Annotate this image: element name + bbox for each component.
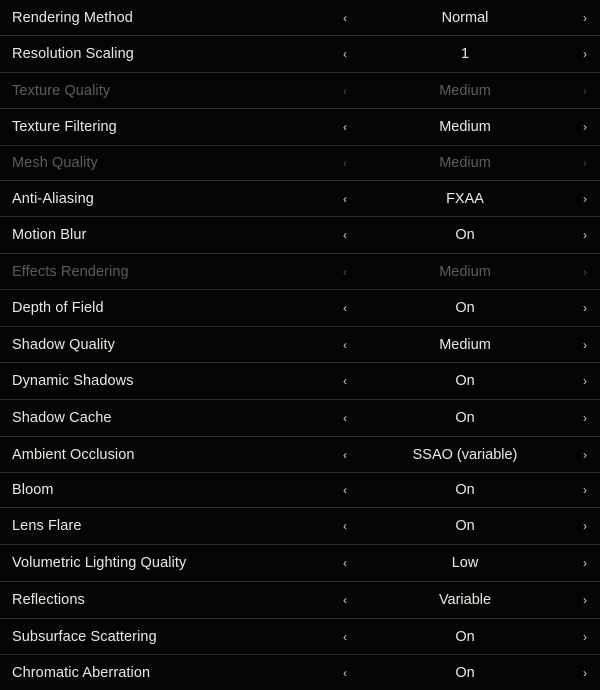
setting-row-subsurface-scattering[interactable]: [0, 619, 600, 655]
setting-value: 1: [460, 46, 470, 62]
setting-value: On: [455, 300, 475, 316]
chevron-left-icon: ‹: [343, 156, 347, 170]
setting-label: Subsurface Scattering: [12, 628, 157, 645]
setting-label: Rendering Method: [12, 9, 133, 26]
chevron-right-icon[interactable]: ›: [583, 556, 587, 570]
chevron-right-icon: ›: [583, 156, 587, 170]
setting-label: Bloom: [12, 482, 54, 498]
chevron-left-icon[interactable]: ‹: [343, 374, 347, 388]
chevron-left-icon[interactable]: ‹: [343, 556, 347, 570]
chevron-left-icon[interactable]: ‹: [343, 593, 347, 607]
setting-label: Lens Flare: [12, 518, 82, 534]
chevron-left-icon[interactable]: ‹: [343, 665, 347, 680]
setting-label: Chromatic Aberration: [12, 664, 151, 681]
setting-row-anti-aliasing[interactable]: [0, 181, 600, 217]
chevron-left-icon[interactable]: ‹: [343, 301, 347, 315]
setting-label: Texture Quality: [12, 82, 111, 99]
setting-row-volumetric-lighting-quality[interactable]: [0, 545, 600, 582]
chevron-left-icon[interactable]: ‹: [343, 191, 347, 206]
chevron-right-icon[interactable]: ›: [583, 120, 587, 134]
setting-label: Depth of Field: [12, 300, 104, 316]
setting-row-resolution-scaling[interactable]: [0, 36, 600, 73]
chevron-right-icon[interactable]: ›: [583, 47, 587, 61]
setting-value: Medium: [439, 119, 491, 135]
chevron-right-icon[interactable]: ›: [583, 228, 587, 242]
setting-label: Motion Blur: [12, 227, 87, 243]
setting-row-texture-quality: [0, 73, 600, 109]
setting-label: Ambient Occlusion: [12, 446, 135, 463]
setting-label: Texture Filtering: [12, 119, 117, 135]
setting-row-lens-flare[interactable]: [0, 508, 600, 545]
chevron-right-icon[interactable]: ›: [583, 483, 587, 497]
setting-label: Volumetric Lighting Quality: [12, 555, 187, 571]
setting-value: On: [455, 482, 475, 498]
setting-value: Medium: [439, 82, 491, 99]
setting-value: Normal: [441, 9, 489, 26]
chevron-right-icon: ›: [583, 83, 587, 98]
setting-row-shadow-cache[interactable]: [0, 400, 600, 437]
setting-label: Reflections: [12, 592, 85, 608]
setting-label: Dynamic Shadows: [12, 373, 134, 389]
chevron-left-icon[interactable]: ‹: [343, 483, 347, 497]
setting-row-bloom[interactable]: [0, 473, 600, 508]
setting-label: Effects Rendering: [12, 263, 129, 280]
chevron-right-icon: ›: [583, 264, 587, 279]
chevron-left-icon[interactable]: ‹: [343, 629, 347, 644]
setting-label: Mesh Quality: [12, 155, 98, 171]
setting-value: Medium: [439, 155, 491, 171]
setting-value: On: [455, 373, 475, 389]
setting-value: Medium: [439, 336, 491, 353]
chevron-left-icon[interactable]: ‹: [343, 447, 347, 462]
setting-label: Anti-Aliasing: [12, 190, 94, 207]
setting-value: On: [455, 410, 475, 426]
setting-label: Shadow Quality: [12, 336, 115, 353]
setting-value: On: [455, 628, 475, 645]
chevron-right-icon[interactable]: ›: [583, 447, 587, 462]
chevron-right-icon[interactable]: ›: [583, 191, 587, 206]
setting-value: On: [455, 518, 475, 534]
chevron-right-icon[interactable]: ›: [583, 593, 587, 607]
chevron-left-icon: ‹: [343, 264, 347, 279]
setting-value: SSAO (variable): [412, 446, 518, 463]
chevron-left-icon[interactable]: ‹: [343, 337, 347, 352]
chevron-left-icon[interactable]: ‹: [343, 10, 347, 25]
setting-value: Low: [451, 555, 479, 571]
setting-row-texture-filtering[interactable]: [0, 109, 600, 146]
setting-row-rendering-method[interactable]: [0, 0, 600, 36]
setting-row-mesh-quality: [0, 146, 600, 181]
setting-label: Resolution Scaling: [12, 46, 134, 62]
chevron-right-icon[interactable]: ›: [583, 337, 587, 352]
chevron-left-icon[interactable]: ‹: [343, 47, 347, 61]
chevron-left-icon[interactable]: ‹: [343, 120, 347, 134]
setting-row-depth-of-field[interactable]: [0, 290, 600, 327]
setting-row-motion-blur[interactable]: [0, 217, 600, 254]
setting-value: On: [455, 227, 475, 243]
chevron-left-icon: ‹: [343, 83, 347, 98]
setting-label: Shadow Cache: [12, 410, 112, 426]
setting-value: Medium: [439, 263, 491, 280]
chevron-right-icon[interactable]: ›: [583, 519, 587, 533]
setting-row-chromatic-aberration[interactable]: [0, 655, 600, 690]
chevron-left-icon[interactable]: ‹: [343, 411, 347, 425]
chevron-right-icon[interactable]: ›: [583, 10, 587, 25]
setting-value: Variable: [438, 592, 492, 608]
setting-row-effects-rendering: [0, 254, 600, 290]
chevron-left-icon[interactable]: ‹: [343, 519, 347, 533]
setting-row-dynamic-shadows[interactable]: [0, 363, 600, 400]
chevron-right-icon[interactable]: ›: [583, 629, 587, 644]
chevron-right-icon[interactable]: ›: [583, 411, 587, 425]
chevron-right-icon[interactable]: ›: [583, 665, 587, 680]
chevron-left-icon[interactable]: ‹: [343, 228, 347, 242]
chevron-right-icon[interactable]: ›: [583, 301, 587, 315]
setting-row-shadow-quality[interactable]: [0, 327, 600, 363]
setting-row-reflections[interactable]: [0, 582, 600, 619]
setting-value: On: [455, 664, 475, 681]
setting-row-ambient-occlusion[interactable]: [0, 437, 600, 473]
setting-value: FXAA: [446, 190, 484, 207]
chevron-right-icon[interactable]: ›: [583, 374, 587, 388]
